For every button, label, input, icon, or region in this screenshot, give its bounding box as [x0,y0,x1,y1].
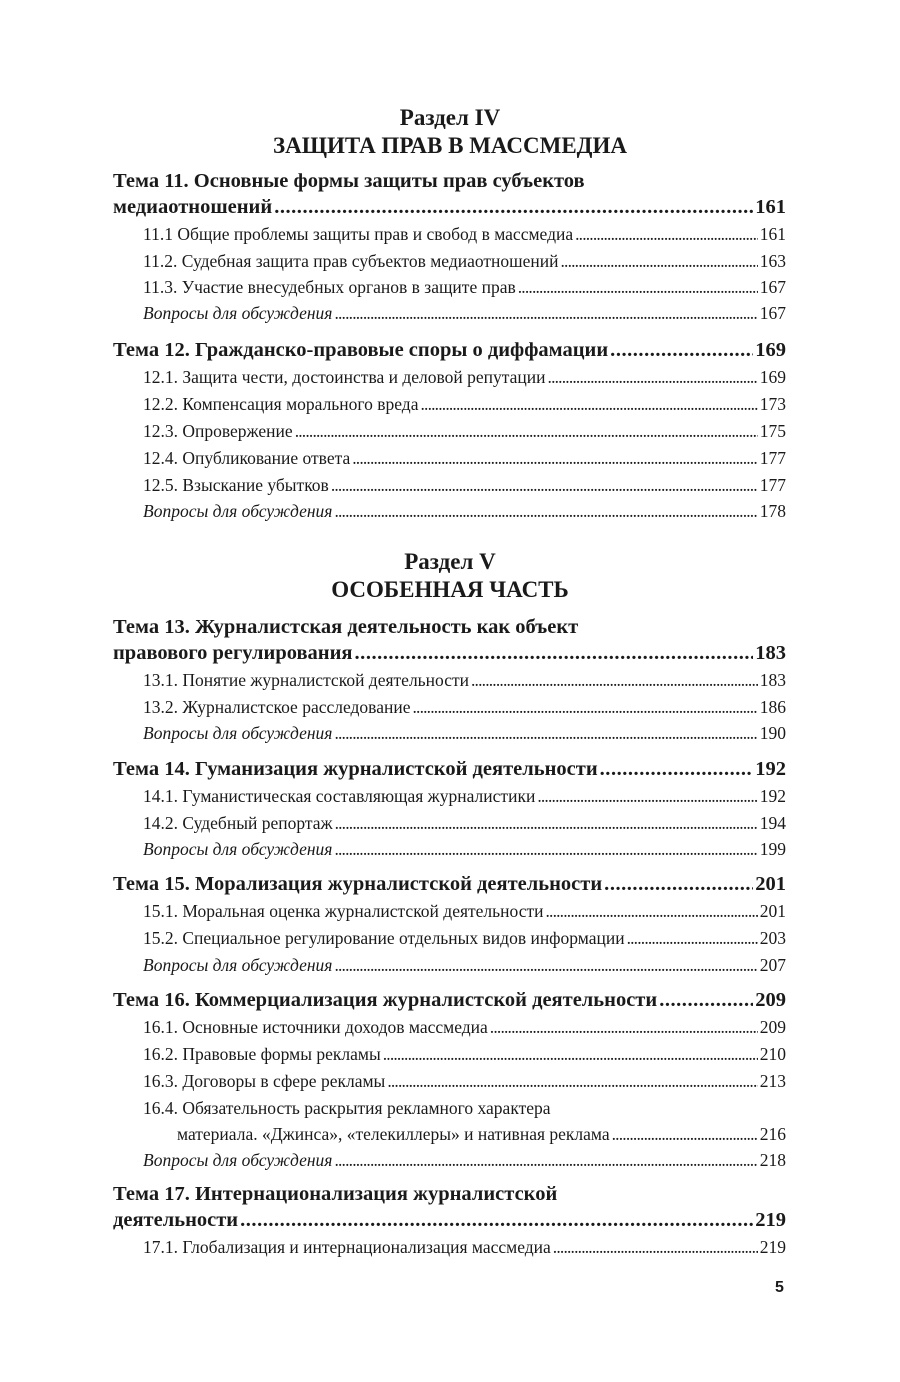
topic-row[interactable] [113,168,786,194]
discussion-questions-label: Вопросы для обсуждения [143,501,333,521]
discussion-questions-row[interactable] [143,836,786,862]
subtopic-row[interactable] [177,1121,786,1147]
subtopic-label: 12.2. Компенсация морального вреда [143,394,419,414]
subtopic-label: 16.3. Договоры в сфере рекламы [143,1071,386,1091]
dot-leader [274,194,753,220]
dot-leader [334,498,757,524]
topic-label: Тема 17. Интернационализация журналистской [113,1183,558,1205]
page-reference: 219 [759,1237,786,1257]
dot-leader [387,1068,757,1094]
page-reference: 186 [759,697,786,717]
dot-leader [490,1014,758,1040]
dot-leader [334,300,757,326]
discussion-questions-row[interactable] [143,720,786,746]
subtopic-label: материала. «Джинса», «телекиллеры» и нативная реклама [177,1124,610,1144]
section-title: ЗАЩИТА ПРАВ В МАССМЕДИА [272,133,627,158]
page-reference: 219 [755,1209,786,1231]
subtopic-row[interactable] [143,925,786,951]
dot-leader [335,810,758,836]
subtopic-label: 12.1. Защита чести, достоинства и деловой репутации [143,367,546,387]
page-reference: 161 [755,196,786,218]
page-reference: 163 [759,251,786,271]
dot-leader [518,274,758,300]
topic-label: деятельности [113,1209,239,1231]
subtopic-label: 16.4. Обязательность раскрытия рекламного характера [143,1098,551,1118]
page-reference: 167 [759,277,786,297]
discussion-questions-label: Вопросы для обсуждения [143,1150,333,1170]
subtopic-row[interactable] [143,364,786,390]
topic-row[interactable] [113,756,786,782]
dot-leader [659,987,753,1013]
page-reference: 194 [759,813,786,833]
page-reference: 203 [759,928,786,948]
dot-leader [545,898,757,924]
discussion-questions-label: Вопросы для обсуждения [143,839,333,859]
dot-leader [355,640,754,666]
discussion-questions-row[interactable] [143,498,786,524]
subtopic-row[interactable] [143,274,786,300]
page-reference: 183 [755,642,786,664]
dot-leader [412,694,757,720]
page-reference: 169 [755,339,786,361]
subtopic-label: 16.1. Основные источники доходов массмедиа [143,1017,488,1037]
dot-leader [334,1147,757,1173]
topic-row[interactable] [113,871,786,897]
subtopic-row[interactable] [143,472,786,498]
topic-row[interactable] [113,614,786,640]
subtopic-row[interactable] [143,445,786,471]
dot-leader [331,472,758,498]
topic-label: Тема 16. Коммерциализация журналистской деятельности [113,989,658,1011]
page-reference: 213 [759,1071,786,1091]
topic-row[interactable] [113,337,786,363]
subtopic-label: 15.2. Специальное регулирование отдельных видов информации [143,928,625,948]
subtopic-label: 12.4. Опубликование ответа [143,448,351,468]
topic-row[interactable] [113,640,786,666]
dot-leader [600,756,754,782]
page-reference: 177 [759,448,786,468]
dot-leader [295,418,758,444]
dot-leader [334,952,757,978]
topic-label: Тема 11. Основные формы защиты прав субъектов [113,170,585,192]
page-reference: 207 [759,955,786,975]
topic-row[interactable] [113,987,786,1013]
dot-leader [548,364,758,390]
dot-leader [383,1041,758,1067]
page-reference: 177 [759,475,786,495]
subtopic-label: 11.3. Участие внесудебных органов в защите прав [143,277,516,297]
section-title: ОСОБЕННАЯ ЧАСТЬ [331,577,569,602]
page-reference: 178 [759,501,786,521]
dot-leader [553,1234,758,1260]
discussion-questions-row[interactable] [143,952,786,978]
dot-leader [575,221,758,247]
subtopic-label: 14.1. Гуманистическая составляющая журналистики [143,786,536,806]
subtopic-row[interactable] [143,810,786,836]
dot-leader [612,1121,758,1147]
topic-row[interactable] [113,1207,786,1233]
subtopic-label: 17.1. Глобализация и интернационализация массмедиа [143,1237,551,1257]
dot-leader [334,720,757,746]
subtopic-label: 12.3. Опровержение [143,421,293,441]
discussion-questions-label: Вопросы для обсуждения [143,303,333,323]
dot-leader [471,667,758,693]
page-reference: 167 [759,303,786,323]
subtopic-label: 14.2. Судебный репортаж [143,813,333,833]
page-reference: 183 [759,670,786,690]
dot-leader [334,836,757,862]
subtopic-label: 13.2. Журналистское расследование [143,697,411,717]
dot-leader [627,925,758,951]
subtopic-row[interactable] [143,694,786,720]
subtopic-label: 13.1. Понятие журналистской деятельности [143,670,469,690]
subtopic-row[interactable] [143,221,786,247]
page-reference: 192 [755,758,786,780]
subtopic-row[interactable] [143,1095,786,1121]
dot-leader [610,337,753,363]
subtopic-label: 12.5. Взыскание убытков [143,475,329,495]
subtopic-row[interactable] [143,1041,786,1067]
subtopic-label: 11.1 Общие проблемы защиты прав и свобод в массмедиа [143,224,574,244]
page-reference: 192 [759,786,786,806]
page-reference: 169 [759,367,786,387]
page-reference: 201 [759,901,786,921]
topic-label: Тема 15. Морализация журналистской деятельности [113,873,603,895]
topic-label: Тема 12. Гражданско-правовые споры о диффамации [113,339,609,361]
page-reference: 161 [759,224,786,244]
discussion-questions-row[interactable] [143,1147,786,1173]
dot-leader [604,871,753,897]
page-reference: 173 [759,394,786,414]
page-reference: 175 [759,421,786,441]
discussion-questions-label: Вопросы для обсуждения [143,723,333,743]
subtopic-row[interactable] [143,898,786,924]
page-reference: 210 [759,1044,786,1064]
topic-row[interactable] [113,1181,786,1207]
subtopic-row[interactable] [143,1014,786,1040]
subtopic-row[interactable] [143,667,786,693]
subtopic-label: 16.2. Правовые формы рекламы [143,1044,381,1064]
dot-leader [240,1207,753,1233]
subtopic-row[interactable] [143,248,786,274]
page-reference: 216 [759,1124,786,1144]
discussion-questions-label: Вопросы для обсуждения [143,955,333,975]
subtopic-label: 11.2. Судебная защита прав субъектов медиаотношений [143,251,559,271]
section-label: Раздел IV [399,105,501,130]
dot-leader [537,783,757,809]
page-reference: 199 [759,839,786,859]
topic-label: Тема 14. Гуманизация журналистской деятельности [113,758,598,780]
page-reference: 201 [755,873,786,895]
topic-row[interactable] [113,194,786,220]
page-number: 5 [775,1279,784,1296]
topic-label: правового регулирования [113,642,353,664]
dot-leader [352,445,758,471]
page-reference: 218 [759,1150,786,1170]
section-label: Раздел V [404,549,496,574]
subtopic-row[interactable] [143,391,786,417]
dot-leader [560,248,757,274]
subtopic-row[interactable] [143,418,786,444]
page-reference: 209 [755,989,786,1011]
discussion-questions-row[interactable] [143,300,786,326]
subtopic-row[interactable] [143,1234,786,1260]
page-reference: 190 [759,723,786,743]
subtopic-label: 15.1. Моральная оценка журналистской деятельности [143,901,544,921]
dot-leader [420,391,757,417]
topic-label: Тема 13. Журналистская деятельность как объект [113,616,579,638]
subtopic-row[interactable] [143,1068,786,1094]
subtopic-row[interactable] [143,783,786,809]
page-reference: 209 [759,1017,786,1037]
topic-label: медиаотношений [113,196,273,218]
